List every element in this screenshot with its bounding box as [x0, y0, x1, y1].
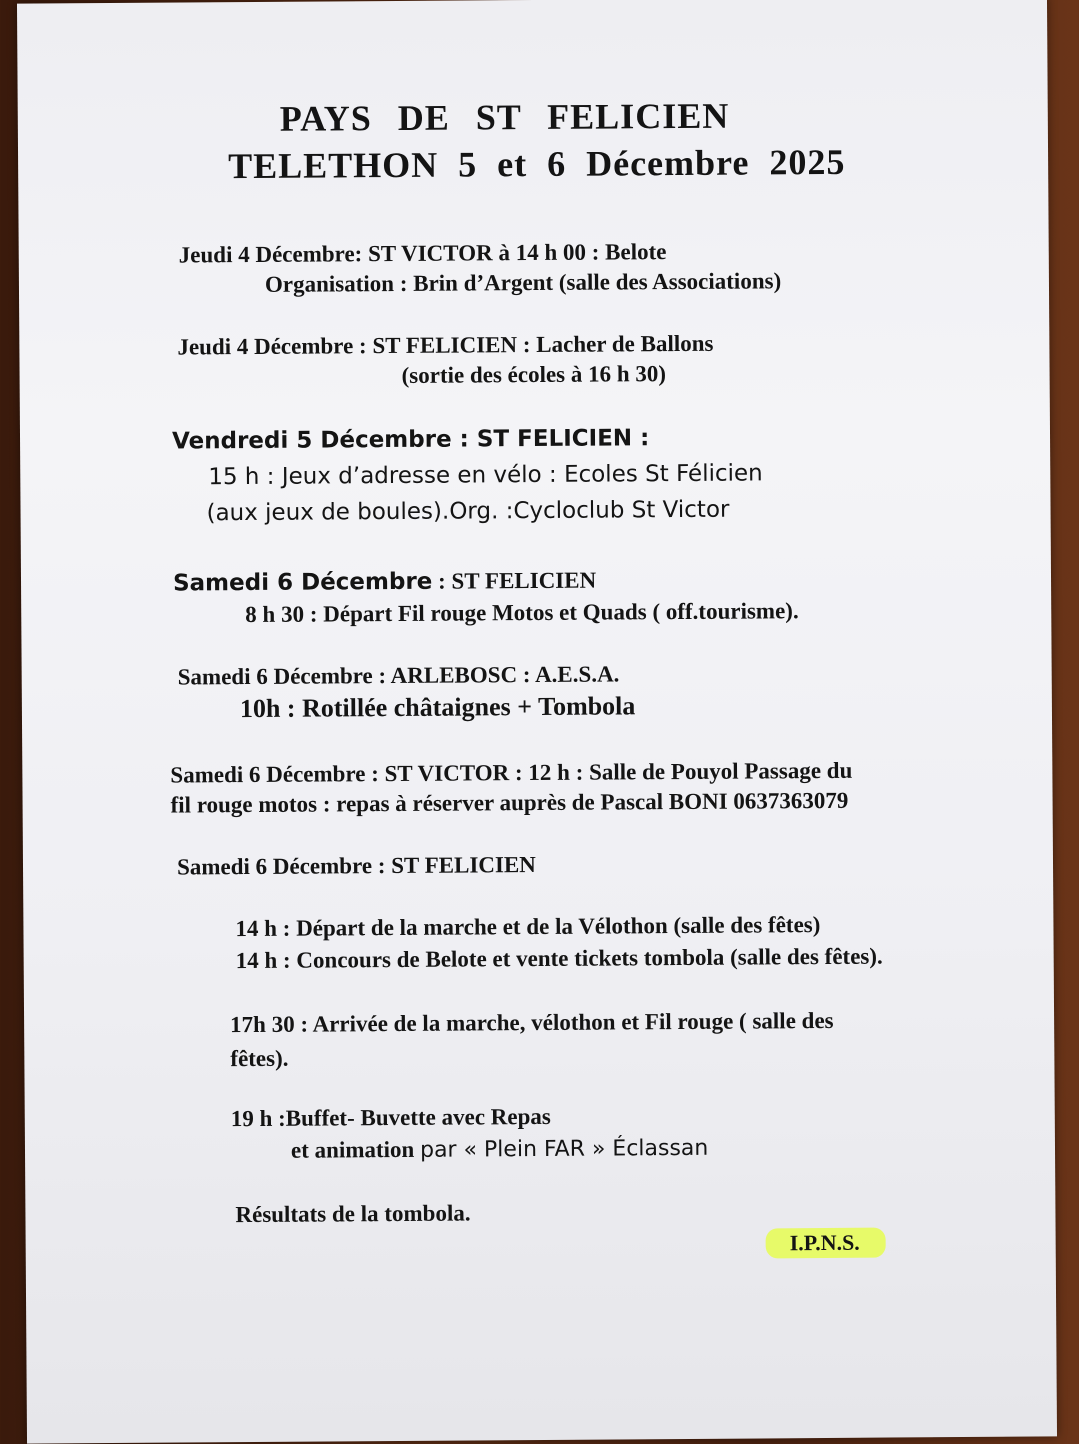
event-4-line-2: 8 h 30 : Départ Fil rouge Motos et Quads ( off.tourisme).	[245, 598, 799, 628]
event-7-line-2: 14 h : Départ de la marche et de la Vélothon (salle des fêtes)	[235, 912, 821, 942]
event-6-line-1: Samedi 6 Décembre : ST VICTOR : 12 h : Salle de Pouyol Passage du	[170, 757, 853, 788]
event-7-line-4: 17h 30 : Arrivée de la marche, vélothon et Fil rouge ( salle des	[230, 1007, 834, 1038]
event-3-line-1: Vendredi 5 Décembre : ST FELICIEN :	[171, 425, 650, 455]
event-2-line-2: (sortie des écoles à 16 h 30)	[401, 361, 667, 388]
ipns-highlight: I.P.N.S.	[766, 1228, 886, 1259]
event-3-line-3: (aux jeux de boules).Org. :Cycloclub St Victor	[206, 496, 730, 527]
event-5-line-1: Samedi 6 Décembre : ARLEBOSC : A.E.S.A.	[177, 661, 620, 690]
event-4-day: Samedi 6 Décembre	[172, 568, 433, 597]
event-1-line-1: Jeudi 4 Décembre: ST VICTOR à 14 h 00 : Belote	[178, 239, 667, 268]
event-7-line-7-end: par « Plein FAR » Éclassan	[419, 1135, 709, 1163]
title-line-2: TELETHON 5 et 6 Décembre 2025	[227, 141, 846, 187]
event-2-line-1: Jeudi 4 Décembre : ST FELICIEN : Lacher de Ballons	[177, 330, 714, 360]
event-7-line-5: fêtes).	[230, 1045, 289, 1072]
event-7-line-1: Samedi 6 Décembre : ST FELICIEN	[176, 852, 536, 880]
event-3-line-2: 15 h : Jeux d’adresse en vélo : Ecoles St Félicien	[208, 460, 763, 491]
event-7-line-7-start: et animation	[290, 1136, 421, 1163]
event-4-place: : ST FELICIEN	[432, 567, 597, 594]
event-4-line-1	[173, 568, 596, 597]
event-7-line-8: Résultats de la tombola.	[235, 1200, 471, 1228]
event-6-line-2: fil rouge motos : repas à réserver auprès de Pascal BONI 0637363079	[170, 787, 849, 818]
event-5-line-2: 10h : Rotillée châtaignes + Tombola	[239, 691, 636, 724]
title-line-1: PAYS DE ST FELICIEN	[279, 95, 730, 139]
event-7-line-3: 14 h : Concours de Belote et vente tickets tombola (salle des fêtes).	[235, 943, 883, 974]
event-7-line-6: 19 h :Buffet- Buvette avec Repas	[230, 1103, 551, 1132]
event-7-line-7	[291, 1135, 708, 1164]
event-1-line-2: Organisation : Brin d’Argent (salle des Associations)	[264, 268, 782, 297]
flyer-sheet	[17, 0, 1057, 1444]
